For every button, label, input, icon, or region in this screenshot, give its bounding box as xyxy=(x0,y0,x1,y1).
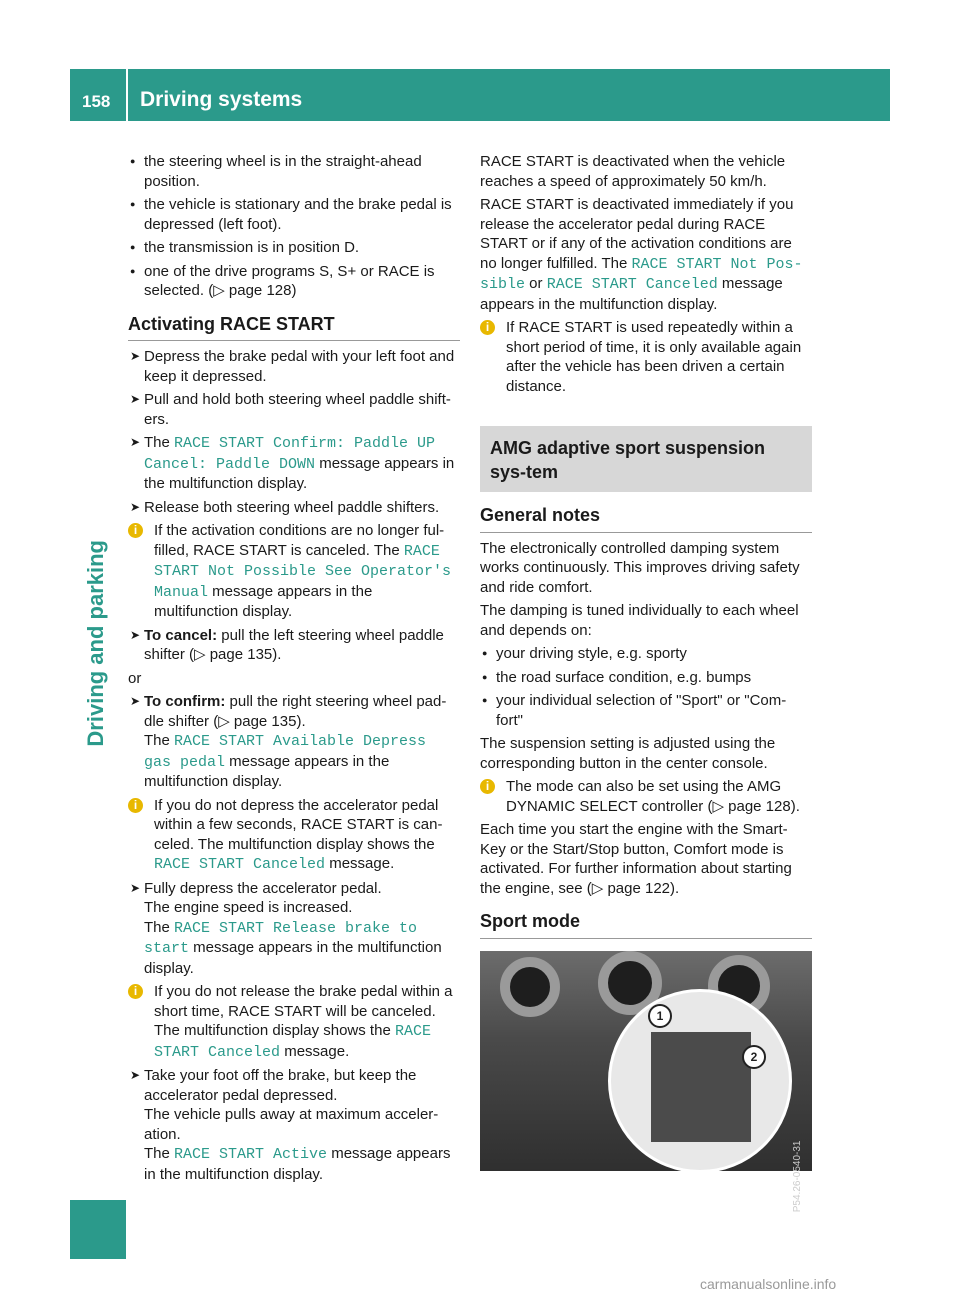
figure-code: P54.26-0540-31 xyxy=(792,1140,804,1213)
info-icon: i xyxy=(128,984,143,999)
left-column xyxy=(128,152,460,1188)
air-vent xyxy=(500,957,560,1017)
right-column xyxy=(480,152,812,1213)
paragraph: RACE START is deactivated when the vehicle reaches a speed of approximately 50 km/h. xyxy=(480,153,786,190)
list-item: ● the vehicle is stationary and the brake pedal is depressed (left foot). xyxy=(128,195,460,234)
list-item: ● the transmission is in position D. xyxy=(128,238,460,258)
step-item: ➤ Fully depress the accelerator pedal. The engine speed is increased. The RACE START Release brake to start message appears in the multifunction display. xyxy=(130,879,442,977)
display-message: RACE START Not Possible See Operator's Manual xyxy=(154,542,452,601)
arrow-icon: ➤ xyxy=(130,880,141,895)
info-icon: i xyxy=(480,320,495,335)
info-icon: i xyxy=(128,523,143,538)
step-item: ➤ Take your foot off the brake, but keep the accelerator pedal depressed. The vehicle pulls away at maximum acceler-ation. The RACE START Active message appears in the multifunction display. xyxy=(130,1067,451,1183)
info-note: i If you do not depress the accelerator pedal within a few seconds, RACE START is can-celed. The multifunction display shows the RACE START Canceled message. xyxy=(128,796,460,875)
or-text: or xyxy=(128,669,142,687)
info-note: i If the activation conditions are no longer ful-filled, RACE START is canceled. The RACE START Not Possible See Operator's Manual message appears in the multifunction display. xyxy=(128,521,460,622)
paragraph: The electronically controlled damping system works continuously. This improves driving safety and ride comfort. xyxy=(480,539,800,596)
arrow-icon: ➤ xyxy=(130,1068,141,1082)
header-divider xyxy=(126,69,128,121)
list-item: ● one of the drive programs S, S+ or RACE is selected. (▷ page 128) xyxy=(128,262,460,301)
arrow-icon: ➤ xyxy=(130,499,141,514)
arrow-icon: ➤ xyxy=(130,694,141,708)
display-message: RACE START Active xyxy=(174,1146,328,1163)
display-message: RACE START Not Pos-sible xyxy=(480,255,803,293)
list-item: ● your individual selection of "Sport" or "Com-fort" xyxy=(480,691,812,730)
info-note: i If you do not release the brake pedal within a short time, RACE START will be canceled. The multifunction display shows the RACE START Canceled message. xyxy=(128,982,460,1062)
info-icon: i xyxy=(128,798,143,813)
info-note: i The mode can also be set using the AMG DYNAMIC SELECT controller (▷ page 128). xyxy=(480,777,812,816)
step-item: ➤ To confirm: pull the right steering wheel pad-dle shifter (▷ page 135). The RACE START Available Depress gas pedal message appears in the multifunction display. xyxy=(130,693,447,790)
suspension-button xyxy=(651,1032,751,1142)
section-title-suspension: AMG adaptive sport suspension sys-tem xyxy=(480,426,812,492)
list-item: ● the road surface condition, e.g. bumps xyxy=(480,668,812,688)
step-item: ➤ Release both steering wheel paddle shifters. xyxy=(130,498,440,516)
paragraph: The damping is tuned individually to each wheel and depends on: xyxy=(480,602,799,639)
callout-2: 2 xyxy=(742,1045,766,1069)
page-number: 158 xyxy=(82,92,111,111)
section-heading-general-notes: General notes xyxy=(480,506,812,533)
paragraph: The suspension setting is adjusted using the corresponding button in the center console. xyxy=(480,735,776,772)
step-item: ➤ To cancel: pull the left steering wheel paddle shifter (▷ page 135). xyxy=(130,626,444,663)
arrow-icon: ➤ xyxy=(130,349,141,363)
arrow-icon: ➤ xyxy=(130,435,141,449)
side-tab-block xyxy=(70,1200,126,1259)
section-heading-sport-mode: Sport mode xyxy=(480,912,812,939)
magnified-inset xyxy=(608,989,792,1173)
list-item: ● the steering wheel is in the straight-ahead position. xyxy=(128,152,460,191)
side-tab-label: Driving and parking xyxy=(83,540,108,747)
section-heading-activating: Activating RACE START xyxy=(128,315,460,342)
arrow-icon: ➤ xyxy=(130,627,141,642)
step-item: ➤ Depress the brake pedal with your left foot and keep it depressed. xyxy=(130,348,455,385)
sport-mode-figure xyxy=(480,951,812,1213)
paragraph: RACE START is deactivated immediately if you release the accelerator pedal during RACE START or if any of the activation conditions are no longer fulfilled. The RACE START Not Pos-sible or RACE START Canceled message appears in the multifunction display. xyxy=(480,196,803,313)
step-item: ➤ Pull and hold both steering wheel paddle shift-ers. xyxy=(130,391,451,428)
page-title: Driving systems xyxy=(140,88,303,111)
step-item: ➤ The RACE START Confirm: Paddle UP Cancel: Paddle DOWN message appears in the multifunction display. xyxy=(130,434,455,492)
list-item: ● your driving style, e.g. sporty xyxy=(480,644,812,664)
display-message: RACE START Canceled xyxy=(154,1023,431,1061)
arrow-icon: ➤ xyxy=(130,392,141,406)
display-message: RACE START Canceled xyxy=(154,856,326,873)
display-message: RACE START Confirm: Paddle UP Cancel: Paddle DOWN xyxy=(144,435,436,473)
callout-1: 1 xyxy=(648,1004,672,1028)
info-icon: i xyxy=(480,779,495,794)
display-message: RACE START Canceled xyxy=(546,276,718,293)
watermark: carmanualsonline.info xyxy=(700,1276,837,1292)
paragraph: Each time you start the engine with the Smart-Key or the Start/Stop button, Comfort mode is activated. For further information about starting the engine, see (▷ page 122). xyxy=(480,821,792,897)
display-message: RACE START Release brake to start xyxy=(144,919,418,957)
info-note: i If RACE START is used repeatedly within a short period of time, it is only available again after the vehicle has been driven a certain distance. xyxy=(480,318,812,396)
display-message: RACE START Available Depress gas pedal xyxy=(144,733,427,771)
